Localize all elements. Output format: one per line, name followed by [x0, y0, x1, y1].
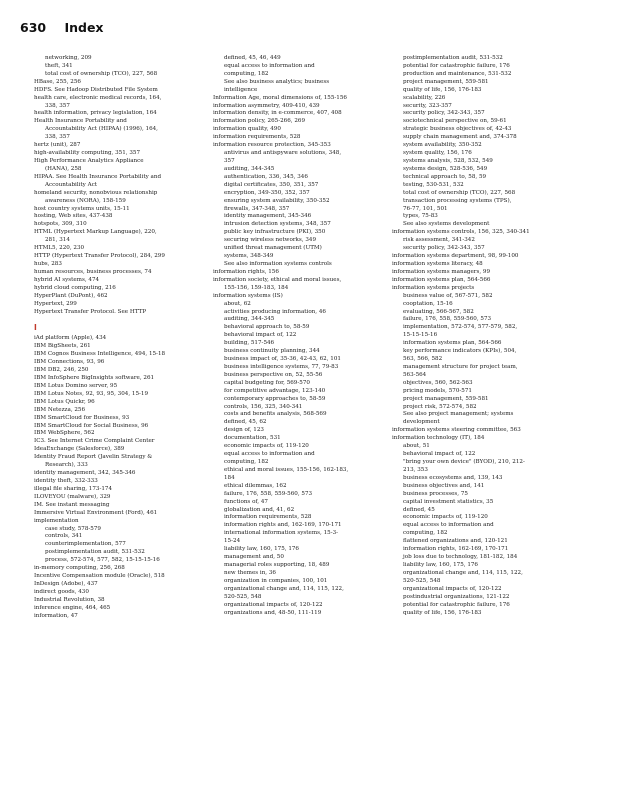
index-subentry: 184 [224, 474, 235, 481]
index-entry: IBM DB2, 246, 250 [34, 367, 89, 374]
index-subentry: security policy, 342-343, 357 [403, 245, 485, 252]
index-subentry: unified threat management (UTM) [224, 245, 322, 252]
index-subentry: activities producing information, 46 [224, 308, 326, 315]
index-entry: information resource protection, 345-353 [213, 142, 331, 149]
index-entry: health care, electronic medical records, 164, [34, 94, 162, 101]
index-subentry: behavioral approach to, 58-59 [224, 324, 310, 331]
index-subentry: business processes, 75 [403, 490, 468, 497]
index-subentry: quality of life, 156, 176-183 [403, 609, 482, 616]
index-entry: HIPAA. See Health Insurance Portability and [34, 173, 162, 180]
index-subentry: information systems plan, 564-566 [403, 340, 502, 347]
index-subentry: (HANA), 258 [45, 165, 82, 172]
index-subentry: 520-525, 548 [403, 577, 441, 584]
index-entry: inference engine, 464, 465 [34, 604, 111, 611]
index-entry: information systems literacy, 48 [392, 260, 483, 267]
index-subentry: behavioral impact of, 122 [403, 451, 476, 458]
index-entry: homeland security, nonobvious relationship [34, 189, 158, 196]
index-entry: IC3. See Internet Crime Complaint Center [34, 438, 155, 445]
index-entry: information asymmetry, 409-410, 439 [213, 102, 320, 109]
index-entry: high-availability computing, 351, 357 [34, 150, 141, 157]
index-subentry: objectives, 560, 562-563 [403, 379, 473, 386]
index-column-3 [392, 55, 577, 617]
index-subentry: ensuring system availability, 350-352 [224, 197, 330, 204]
index-subentry: business intelligence systems, 77, 79-83 [224, 363, 339, 370]
index-subentry: 15-24 [224, 538, 241, 545]
index-subentry: postimplementation audit, 531-532 [45, 549, 145, 556]
index-entry: Health Insurance Portability and [34, 118, 127, 125]
index-entry: IBM Connections, 93, 96 [34, 359, 105, 366]
index-subentry: project risk, 572-574, 582 [403, 403, 477, 410]
index-entry: information requirements, 528 [213, 134, 301, 141]
index-subentry: theft, 341 [45, 62, 73, 69]
index-subentry: intelligence [224, 86, 258, 93]
index-subentry: organizations and, 48-50, 111-119 [224, 609, 322, 616]
index-subentry: See also project management; systems [403, 411, 514, 418]
index-subentry: organization in companies, 100, 101 [224, 577, 328, 584]
index-subentry: defined, 45, 46, 449 [224, 55, 281, 61]
index-subentry: 357 [224, 157, 235, 164]
index-entry: hertz (unit), 287 [34, 142, 81, 149]
index-subentry: 563-564 [403, 371, 427, 378]
index-subentry: See also business analytics; business [224, 78, 330, 85]
index-subentry: See also systems development [403, 221, 490, 228]
index-subentry: postindustrial organizations, 121-122 [403, 593, 510, 600]
index-subentry: failure, 176, 558, 559-560, 573 [403, 316, 492, 323]
index-subentry: liability law, 160, 175, 176 [403, 562, 478, 568]
index-subentry: about, 51 [403, 443, 430, 450]
index-entry: InDesign (Adobe), 437 [34, 581, 98, 587]
index-subentry: auditing, 344-345 [224, 316, 275, 323]
index-subentry: 76-77, 101, 501 [403, 205, 448, 212]
index-subentry: risk assessment, 341-342 [403, 237, 475, 244]
index-subentry: job loss due to technology, 181-182, 184 [403, 554, 518, 561]
index-subentry: implementation, 572-574, 577-579, 582, [403, 324, 518, 331]
index-subentry: security policy, 342-343, 357 [403, 110, 485, 117]
index-entry: identity theft, 332-333 [34, 478, 98, 485]
index-subentry: business impact of, 35-36, 42-43, 62, 101 [224, 356, 341, 363]
index-subentry: scalability, 226 [403, 94, 446, 101]
index-subentry: project management, 559-581 [403, 395, 489, 402]
index-subentry: sociotechnical perspective on, 59-61 [403, 118, 507, 125]
index-entry: information systems steering committee, 563 [392, 427, 521, 434]
index-entry: IBM Lotus Notes, 92, 93, 95, 304, 15-19 [34, 390, 149, 397]
index-entry: information policy, 265-266, 269 [213, 118, 306, 125]
index-subentry: encryption, 349-350, 352, 357 [224, 189, 310, 196]
index-entry: IBM SmartCloud for Business, 93 [34, 414, 130, 421]
index-subentry: See also information systems controls [224, 260, 332, 267]
index-subentry: strategic business objectives of, 42-43 [403, 126, 512, 133]
index-entry: iAd platform (Apple), 434 [34, 335, 107, 342]
index-subentry: key performance indicators (KPIs), 504, [403, 348, 517, 355]
index-entry: IBM Cognos Business Intelligence, 494, 15-18 [34, 351, 166, 358]
index-entry: information technology (IT), 184 [392, 435, 485, 442]
page-header [20, 20, 104, 35]
index-entry: ILOVEYOU (malware), 329 [34, 493, 111, 500]
index-subentry: functions of, 47 [224, 498, 268, 505]
index-subentry: costs and benefits analysis, 568-569 [224, 411, 327, 418]
index-subentry: cooptation, 15-16 [403, 300, 453, 307]
index-subentry: management structure for project team, [403, 363, 518, 370]
index-entry: information systems managers, 99 [392, 268, 491, 275]
index-subentry: contemporary approaches to, 58-59 [224, 395, 326, 402]
index-entry: in-memory computing, 256, 268 [34, 565, 125, 572]
index-subentry: business objectives and, 141 [403, 482, 485, 489]
index-subentry: counterimplementation, 577 [45, 541, 126, 548]
index-entry: IBM InfoSphere BigInsights software, 261 [34, 375, 155, 382]
index-subentry: "bring your own device" (BYOD), 210, 212- [403, 459, 525, 466]
index-column-2 [213, 55, 385, 617]
index-subentry: production and maintenance, 531-532 [403, 70, 512, 77]
index-subentry: capital budgeting for, 569-570 [224, 379, 310, 386]
index-subentry: flattened organizations and, 120-121 [403, 538, 508, 545]
index-entry: IBM WebSphere, 562 [34, 430, 95, 437]
index-subentry: total cost of ownership (TCO), 227, 568 [403, 189, 516, 196]
index-entry: hubs, 283 [34, 260, 62, 267]
index-subentry: securing wireless networks, 349 [224, 237, 317, 244]
index-subentry: pricing models, 570-571 [403, 387, 472, 394]
index-subentry: equal access to information and [224, 62, 315, 69]
index-subentry: system availability, 350-352 [403, 142, 482, 149]
index-entry: information systems (IS) [213, 292, 283, 299]
index-subentry: systems, 348-349 [224, 253, 274, 260]
index-subentry: total cost of ownership (TCO), 227, 568 [45, 70, 158, 77]
index-entry: information density, in e-commerce, 407, 408 [213, 110, 342, 117]
index-entry: information society, ethical and moral issues, [213, 276, 342, 283]
index-entry: IBM BigSheets, 261 [34, 343, 91, 350]
index-subentry: case study, 578-579 [45, 525, 101, 532]
index-subentry: information rights, 162-169, 170-171 [403, 546, 509, 553]
index-entry: Identity Fraud Report (Javelin Strategy & [34, 454, 153, 461]
page-number: 630 [20, 20, 47, 35]
index-entry: IM. See instant messaging [34, 501, 110, 508]
index-subentry: process, 572-574, 577, 582, 15-15-15-16 [45, 557, 160, 564]
index-subentry: economic impacts of, 119-120 [224, 443, 309, 450]
index-entry: hybrid AI systems, 474 [34, 276, 100, 283]
index-subentry: 15-15-15-16 [403, 332, 438, 339]
index-subentry: failure, 176, 558, 559-560, 573 [224, 490, 313, 497]
index-subentry: 563, 566, 582 [403, 356, 443, 363]
index-entry: Hypertext, 299 [34, 300, 77, 307]
section-title: Index [64, 20, 104, 35]
index-column-1 [34, 55, 206, 621]
index-subentry: types, 75-83 [403, 213, 438, 220]
index-letter-heading: I [34, 323, 37, 333]
index-entry: Immersive Virtual Environment (Ford), 461 [34, 509, 158, 516]
index-subentry: organizational change and, 114, 115, 122, [224, 585, 344, 592]
index-subentry: managerial roles supporting, 18, 489 [224, 562, 330, 568]
index-entry: HyperPlant (DuPont), 462 [34, 292, 108, 299]
index-entry: host country systems units, 15-11 [34, 205, 130, 212]
index-entry: illegal file sharing, 173-174 [34, 485, 113, 492]
index-subentry: 213, 353 [403, 466, 428, 473]
index-subentry: Accountability Act [45, 181, 98, 188]
index-entry: information quality, 490 [213, 126, 281, 133]
index-entry: human resources, business processes, 74 [34, 268, 152, 275]
index-subentry: ethical dilemmas, 162 [224, 482, 287, 489]
index-subentry: management and, 50 [224, 554, 284, 561]
index-subentry: firewalls, 347-348, 357 [224, 205, 290, 212]
index-subentry: design of, 123 [224, 427, 264, 434]
index-entry: Industrial Revolution, 38 [34, 596, 105, 603]
index-subentry: organizational impacts of, 120-122 [403, 585, 502, 592]
index-subentry: system quality, 156, 176 [403, 150, 472, 157]
index-subentry: awareness (NORA), 158-159 [45, 197, 126, 204]
index-subentry: liability law, 160, 175, 176 [224, 546, 299, 553]
index-subentry: equal access to information and [224, 451, 315, 458]
index-subentry: documentation, 531 [224, 435, 281, 442]
index-subentry: identity management, 345-346 [224, 213, 312, 220]
index-entry: information rights, 156 [213, 268, 279, 275]
index-subentry: business perspective on, 52, 55-56 [224, 371, 323, 378]
index-subentry: information requirements, 528 [224, 514, 312, 521]
index-entry: High Performance Analytics Appliance [34, 157, 144, 164]
index-subentry: international information systems, 15-3- [224, 530, 339, 537]
index-subentry: capital investment statistics, 35 [403, 498, 494, 505]
index-subentry: for competitive advantage, 123-140 [224, 387, 326, 394]
index-subentry: 338, 357 [45, 102, 70, 109]
index-subentry: economic impacts of, 119-120 [403, 514, 488, 521]
index-subentry: technical approach to, 58, 59 [403, 173, 487, 180]
index-subentry: defined, 45, 62 [224, 419, 267, 426]
index-subentry: about, 62 [224, 300, 251, 307]
index-entry: IBM Lotus Domino server, 95 [34, 382, 118, 389]
index-entry: IBM Netezza, 256 [34, 406, 86, 413]
index-subentry: organizational impacts of, 120-122 [224, 601, 323, 608]
index-subentry: networking, 209 [45, 55, 92, 61]
index-subentry: potential for catastrophic failure, 176 [403, 62, 510, 69]
index-subentry: equal access to information and [403, 522, 494, 529]
index-entry: hybrid cloud computing, 216 [34, 284, 116, 291]
index-subentry: building, 517-546 [224, 340, 275, 347]
index-subentry: quality of life, 156, 176-183 [403, 86, 482, 93]
index-subentry: business ecosystems and, 139, 143 [403, 474, 503, 481]
index-subentry: defined, 45 [403, 506, 435, 513]
index-entry: Incentive Compensation module (Oracle), 518 [34, 573, 165, 580]
index-subentry: potential for catastrophic failure, 176 [403, 601, 510, 608]
index-entry: information systems controls, 156, 325, 340-341 [392, 229, 530, 236]
index-entry: IBM Lotus Quickr, 96 [34, 398, 95, 405]
index-subentry: Research), 333 [45, 462, 88, 469]
index-subentry: controls, 341 [45, 533, 83, 540]
index-subentry: computing, 182 [403, 530, 448, 537]
index-entry: information systems department, 98, 99-100 [392, 253, 519, 260]
index-subentry: postimplementation audit, 531-532 [403, 55, 503, 61]
index-entry: Hypertext Transfer Protocol. See HTTP [34, 308, 147, 315]
index-subentry: computing, 182 [224, 459, 269, 466]
index-subentry: Accountability Act (HIPAA) (1996), 164, [45, 126, 158, 133]
index-subentry: organizational change and, 114, 115, 122, [403, 569, 523, 576]
index-entry: information systems plan, 564-566 [392, 276, 491, 283]
index-entry: HBase, 255, 256 [34, 78, 81, 85]
index-entry: information, 47 [34, 612, 78, 619]
index-entry: HTML (Hypertext Markup Language), 220, [34, 229, 157, 236]
index-entry: HTTP (Hypertext Transfer Protocol), 284, 299 [34, 253, 165, 260]
index-entry: Information Age, moral dimensions of, 155-156 [213, 94, 347, 101]
index-entry: HDFS. See Hadoop Distributed File System [34, 86, 158, 93]
index-entry: information systems projects [392, 284, 475, 291]
index-subentry: evaluating, 566-567, 582 [403, 308, 474, 315]
index-subentry: supply chain management and, 374-378 [403, 134, 517, 141]
index-subentry: 338, 357 [45, 134, 70, 141]
index-subentry: public key infrastructure (PKI), 350 [224, 229, 326, 236]
index-subentry: auditing, 344-345 [224, 165, 275, 172]
index-entry: identity management, 342, 345-346 [34, 470, 136, 477]
index-subentry: information rights and, 162-169, 170-171 [224, 522, 342, 529]
index-subentry: testing, 530-531, 532 [403, 181, 464, 188]
index-subentry: systems analysis, 528, 532, 549 [403, 157, 493, 164]
index-entry: indirect goods, 430 [34, 588, 89, 595]
index-entry: health information, privacy legislation, 164 [34, 110, 157, 117]
index-entry: hosting, Web sites, 437-438 [34, 213, 113, 220]
index-subentry: ethical and moral issues, 155-156, 162-183, [224, 466, 349, 473]
index-subentry: intrusion detection systems, 348, 357 [224, 221, 331, 228]
index-subentry: 281, 314 [45, 237, 70, 244]
index-subentry: development [403, 419, 440, 426]
index-subentry: authentication, 336, 345, 346 [224, 173, 308, 180]
index-subentry: globalization and, 41, 62 [224, 506, 295, 513]
index-entry: IBM SmartCloud for Social Business, 96 [34, 422, 149, 429]
index-subentry: behavioral impact of, 122 [224, 332, 297, 339]
index-entry: hotspots, 309, 310 [34, 221, 87, 228]
index-subentry: transaction processing systems (TPS), [403, 197, 512, 204]
index-subentry: digital certificates, 350, 351, 357 [224, 181, 319, 188]
index-subentry: 520-525, 548 [224, 593, 262, 600]
index-subentry: security, 323-357 [403, 102, 452, 109]
index-entry: IdeaExchange (Salesforce), 389 [34, 446, 125, 453]
index-entry: HTML5, 220, 230 [34, 245, 85, 252]
index-subentry: controls, 156, 325, 340-341 [224, 403, 303, 410]
index-subentry: new themes in, 36 [224, 569, 276, 576]
index-subentry: computing, 182 [224, 70, 269, 77]
index-subentry: systems design, 528-536, 549 [403, 165, 488, 172]
index-subentry: business continuity planning, 344 [224, 348, 320, 355]
index-subentry: business value of, 567-571, 582 [403, 292, 493, 299]
index-subentry: project management, 559-581 [403, 78, 489, 85]
index-subentry: antivirus and antispyware solutions, 348, [224, 150, 342, 157]
index-subentry: 155-156, 159-183, 184 [224, 284, 289, 291]
index-entry: implementation [34, 517, 79, 524]
